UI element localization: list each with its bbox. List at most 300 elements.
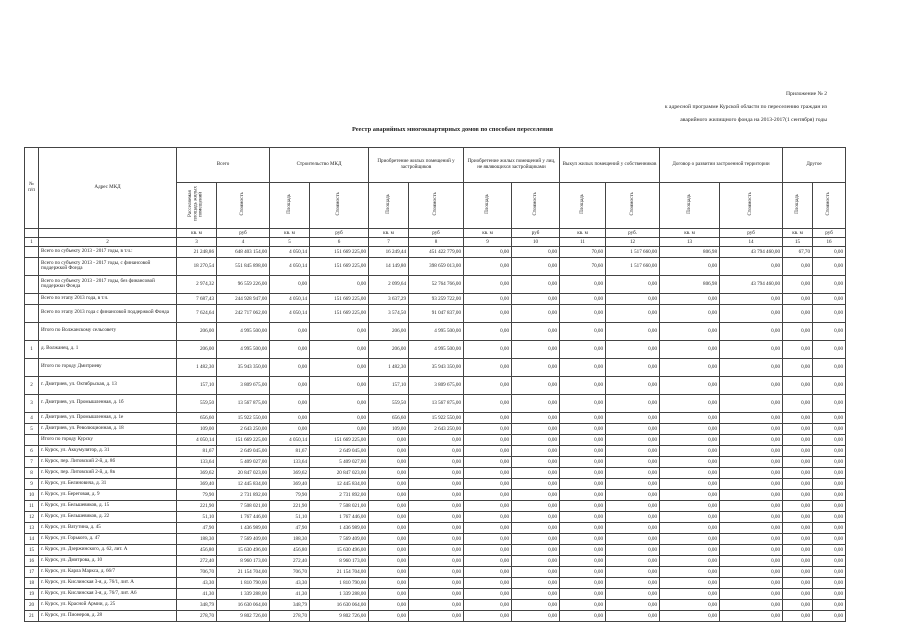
row-address: г. Курск, ул. Пионеров, д. 28 <box>39 610 177 621</box>
value-cell: 0,00 <box>270 423 310 434</box>
value-cell: 451 422 779,00 <box>409 246 464 257</box>
value-cell: 559,50 <box>177 394 217 412</box>
row-number: 19 <box>25 588 39 599</box>
value-cell: 0,00 <box>783 500 813 511</box>
value-cell: 0,00 <box>464 566 512 577</box>
unit-cell: руб. <box>606 228 660 237</box>
value-cell: 18 270,54 <box>177 257 217 275</box>
value-cell: 0,00 <box>512 544 560 555</box>
value-cell: 0,00 <box>310 340 369 358</box>
row-number <box>25 304 39 322</box>
value-cell: 0,00 <box>813 257 846 275</box>
value-cell: 0,00 <box>783 588 813 599</box>
unit-cell: руб <box>512 228 560 237</box>
table-row <box>25 478 846 489</box>
value-cell: 0,00 <box>512 467 560 478</box>
value-cell: 0,00 <box>660 434 720 445</box>
value-cell: 0,00 <box>783 478 813 489</box>
value-cell: 0,00 <box>560 456 606 467</box>
value-cell: 0,00 <box>813 376 846 394</box>
subheader-cost: Стоимость <box>310 183 369 229</box>
row-number <box>25 322 39 340</box>
value-cell: 0,00 <box>560 293 606 304</box>
value-cell: 0,00 <box>783 434 813 445</box>
value-cell: 0,00 <box>813 412 846 423</box>
value-cell: 0,00 <box>720 478 783 489</box>
row-number: 9 <box>25 478 39 489</box>
value-cell: 0,00 <box>660 500 720 511</box>
value-cell: 21 154 704,00 <box>217 566 270 577</box>
row-address: г. Дмитриев, ул. Промышленная, д. 1е <box>39 412 177 423</box>
value-cell: 0,00 <box>813 394 846 412</box>
value-cell: 0,00 <box>409 456 464 467</box>
value-cell: 0,00 <box>512 358 560 376</box>
value-cell: 0,00 <box>660 445 720 456</box>
value-cell: 9 802 726,00 <box>310 610 369 621</box>
value-cell: 0,00 <box>464 304 512 322</box>
value-cell: 0,00 <box>813 544 846 555</box>
row-number: 10 <box>25 489 39 500</box>
value-cell: 0,00 <box>409 489 464 500</box>
value-cell: 0,00 <box>720 322 783 340</box>
value-cell: 0,00 <box>720 588 783 599</box>
value-cell: 0,00 <box>270 376 310 394</box>
row-number: 21 <box>25 610 39 621</box>
value-cell: 43,30 <box>270 577 310 588</box>
value-cell: 0,00 <box>813 500 846 511</box>
value-cell: 0,00 <box>560 566 606 577</box>
table-row <box>25 511 846 522</box>
value-cell: 0,00 <box>464 544 512 555</box>
unit-cell: кв. м <box>783 228 813 237</box>
unit-cell: руб <box>217 228 270 237</box>
value-cell: 0,00 <box>660 304 720 322</box>
row-number: 11 <box>25 500 39 511</box>
value-cell: 0,00 <box>720 293 783 304</box>
value-cell: 0,00 <box>409 610 464 621</box>
table-row <box>25 467 846 478</box>
value-cell: 278,70 <box>177 610 217 621</box>
row-address: г. Курск, пер. Литовский 2-й, д. 8б <box>39 456 177 467</box>
value-cell: 0,00 <box>606 322 660 340</box>
row-number: 16 <box>25 555 39 566</box>
row-address: г. Курск, пер. Литовский 2-й, д. 8в <box>39 467 177 478</box>
value-cell: 0,00 <box>512 489 560 500</box>
value-cell: 0,00 <box>606 456 660 467</box>
value-cell: 806,98 <box>660 275 720 293</box>
value-cell: 0,00 <box>369 577 409 588</box>
table-row <box>25 610 846 621</box>
value-cell: 5 409 027,00 <box>217 456 270 467</box>
value-cell: 0,00 <box>560 610 606 621</box>
value-cell: 79,90 <box>177 489 217 500</box>
value-cell: 2 649 045,00 <box>217 445 270 456</box>
value-cell: 206,00 <box>369 340 409 358</box>
value-cell: 0,00 <box>813 358 846 376</box>
value-cell: 12 445 834,00 <box>310 478 369 489</box>
value-cell: 0,00 <box>813 599 846 610</box>
value-cell: 0,00 <box>270 275 310 293</box>
row-address: г. Курск, ул. Кислинская 3-я, д. 76/7, лит. А6 <box>39 588 177 599</box>
value-cell: 0,00 <box>813 275 846 293</box>
value-cell: 0,00 <box>560 500 606 511</box>
value-cell: 0,00 <box>512 376 560 394</box>
row-number: 17 <box>25 566 39 577</box>
subheader-area: Площадь <box>560 183 606 229</box>
value-cell: 1 517 660,00 <box>606 257 660 275</box>
value-cell: 52 764 766,00 <box>409 275 464 293</box>
column-index: 14 <box>720 237 783 246</box>
value-cell: 0,00 <box>720 412 783 423</box>
table-row <box>25 358 846 376</box>
value-cell: 0,00 <box>369 467 409 478</box>
value-cell: 0,00 <box>660 533 720 544</box>
value-cell: 15 630 496,00 <box>217 544 270 555</box>
units-row <box>25 228 846 237</box>
column-index: 7 <box>369 237 409 246</box>
value-cell: 4 995 500,00 <box>409 340 464 358</box>
value-cell: 0,00 <box>512 340 560 358</box>
value-cell: 559,50 <box>369 394 409 412</box>
document-title: Реестр аварийных многоквартирных домов по способам переселения <box>351 126 553 133</box>
value-cell: 0,00 <box>409 478 464 489</box>
row-address: г. Курск, ул. Красной Армии, д. 25 <box>39 599 177 610</box>
unit-cell: кв. м <box>369 228 409 237</box>
value-cell: 398 659 013,00 <box>409 257 464 275</box>
row-number: 15 <box>25 544 39 555</box>
value-cell: 456,80 <box>177 544 217 555</box>
value-cell: 7 508 021,00 <box>310 500 369 511</box>
unit-cell: кв. м <box>464 228 512 237</box>
value-cell: 0,00 <box>720 467 783 478</box>
value-cell: 81,67 <box>270 445 310 456</box>
header-other: Другое <box>783 148 846 183</box>
value-cell: 0,00 <box>606 275 660 293</box>
value-cell: 0,00 <box>720 445 783 456</box>
value-cell: 0,00 <box>464 434 512 445</box>
header-address: Адрес МКД <box>39 148 177 229</box>
subheader-cost: Стоимость <box>409 183 464 229</box>
value-cell: 0,00 <box>270 412 310 423</box>
value-cell: 0,00 <box>409 434 464 445</box>
value-cell: 0,00 <box>464 358 512 376</box>
value-cell: 369,62 <box>270 467 310 478</box>
header-total: Всего <box>177 148 270 183</box>
value-cell: 0,00 <box>720 394 783 412</box>
value-cell: 0,00 <box>369 555 409 566</box>
value-cell: 0,00 <box>409 445 464 456</box>
column-index: 2 <box>39 237 177 246</box>
subheader-cost: Стоимость <box>217 183 270 229</box>
value-cell: 348,79 <box>177 599 217 610</box>
value-cell: 0,00 <box>783 322 813 340</box>
value-cell: 70,60 <box>560 246 606 257</box>
value-cell: 0,00 <box>464 500 512 511</box>
value-cell: 0,00 <box>606 434 660 445</box>
value-cell: 206,00 <box>177 322 217 340</box>
row-address: Всего по этапу 2013 года с финансовой поддержкой Фонда <box>39 304 177 322</box>
value-cell: 1 339 288,00 <box>217 588 270 599</box>
row-number: 2 <box>25 376 39 394</box>
table-row <box>25 304 846 322</box>
value-cell: 0,00 <box>606 544 660 555</box>
value-cell: 0,00 <box>409 511 464 522</box>
value-cell: 0,00 <box>606 478 660 489</box>
table-row <box>25 577 846 588</box>
value-cell: 0,00 <box>783 376 813 394</box>
row-address: Всего по субъекту 2013 - 2017 годы, без финансовой поддержки Фонда <box>39 275 177 293</box>
value-cell: 0,00 <box>720 577 783 588</box>
value-cell: 706,70 <box>177 566 217 577</box>
value-cell: 41,30 <box>270 588 310 599</box>
value-cell: 0,00 <box>512 478 560 489</box>
value-cell: 0,00 <box>660 322 720 340</box>
value-cell: 551 845 898,00 <box>217 257 270 275</box>
row-address: г. Дмитриев, ул. Промышленная, д. 1б <box>39 394 177 412</box>
value-cell: 0,00 <box>783 522 813 533</box>
value-cell: 0,00 <box>369 599 409 610</box>
value-cell: 157,10 <box>369 376 409 394</box>
value-cell: 0,00 <box>560 304 606 322</box>
value-cell: 0,00 <box>720 544 783 555</box>
header-construction: Строительство МКД <box>270 148 369 183</box>
value-cell: 0,00 <box>409 533 464 544</box>
value-cell: 0,00 <box>813 533 846 544</box>
table-row <box>25 322 846 340</box>
value-cell: 0,00 <box>464 456 512 467</box>
value-cell: 0,00 <box>270 394 310 412</box>
value-cell: 221,90 <box>177 500 217 511</box>
value-cell: 79,90 <box>270 489 310 500</box>
table-row <box>25 293 846 304</box>
value-cell: 272,40 <box>177 555 217 566</box>
value-cell: 1 810 790,00 <box>217 577 270 588</box>
value-cell: 0,00 <box>560 588 606 599</box>
value-cell: 0,00 <box>783 275 813 293</box>
appendix-program: к адресной программе Курской области по переселению граждан из <box>664 104 827 110</box>
value-cell: 0,00 <box>512 394 560 412</box>
value-cell: 81,67 <box>177 445 217 456</box>
value-cell: 0,00 <box>660 412 720 423</box>
value-cell: 35 943 350,00 <box>217 358 270 376</box>
value-cell: 0,00 <box>660 489 720 500</box>
row-number: 4 <box>25 412 39 423</box>
value-cell: 0,00 <box>720 500 783 511</box>
value-cell: 109,00 <box>177 423 217 434</box>
value-cell: 0,00 <box>660 566 720 577</box>
value-cell: 0,00 <box>783 394 813 412</box>
subheader-resettled-area: Расселяемая площадь жилых помещений <box>177 183 217 229</box>
value-cell: 0,00 <box>560 489 606 500</box>
value-cell: 0,00 <box>720 423 783 434</box>
value-cell: 0,00 <box>783 577 813 588</box>
row-address: г. Курск, ул. Аккумулятор, д. 31 <box>39 445 177 456</box>
value-cell: 0,00 <box>813 610 846 621</box>
value-cell: 0,00 <box>560 445 606 456</box>
value-cell: 0,00 <box>606 522 660 533</box>
value-cell: 456,80 <box>270 544 310 555</box>
value-cell: 43 794 460,00 <box>720 275 783 293</box>
value-cell: 0,00 <box>720 533 783 544</box>
row-address: г. Дмитриев, ул. Революционная, д. 18 <box>39 423 177 434</box>
value-cell: 0,00 <box>464 555 512 566</box>
value-cell: 2 643 250,00 <box>409 423 464 434</box>
row-address: Всего по субъекту 2013 - 2017 годы, в т.ч.: <box>39 246 177 257</box>
value-cell: 0,00 <box>720 340 783 358</box>
column-index: 6 <box>310 237 369 246</box>
value-cell: 0,00 <box>464 511 512 522</box>
value-cell: 0,00 <box>560 577 606 588</box>
value-cell: 0,00 <box>512 577 560 588</box>
value-cell: 278,70 <box>270 610 310 621</box>
value-cell: 0,00 <box>783 456 813 467</box>
unit-cell: руб <box>310 228 369 237</box>
value-cell: 0,00 <box>512 445 560 456</box>
value-cell: 0,00 <box>560 533 606 544</box>
value-cell: 0,00 <box>660 577 720 588</box>
value-cell: 0,00 <box>512 522 560 533</box>
value-cell: 0,00 <box>464 445 512 456</box>
registry-table <box>24 147 846 622</box>
header-row-groups <box>25 148 846 183</box>
value-cell: 4 050,14 <box>270 434 310 445</box>
unit-cell: кв. м <box>177 228 217 237</box>
value-cell: 0,00 <box>783 610 813 621</box>
value-cell: 0,00 <box>512 610 560 621</box>
table-row <box>25 599 846 610</box>
row-number: 6 <box>25 445 39 456</box>
value-cell: 0,00 <box>606 500 660 511</box>
value-cell: 0,00 <box>512 257 560 275</box>
value-cell: 0,00 <box>813 555 846 566</box>
row-number <box>25 434 39 445</box>
value-cell: 0,00 <box>606 588 660 599</box>
value-cell: 0,00 <box>369 478 409 489</box>
unit-cell: кв. м <box>560 228 606 237</box>
value-cell: 0,00 <box>409 544 464 555</box>
value-cell: 706,70 <box>270 566 310 577</box>
value-cell: 35 943 350,00 <box>409 358 464 376</box>
value-cell: 0,00 <box>464 588 512 599</box>
value-cell: 0,00 <box>813 246 846 257</box>
value-cell: 1 810 790,00 <box>310 577 369 588</box>
value-cell: 0,00 <box>464 322 512 340</box>
value-cell: 656,60 <box>177 412 217 423</box>
row-number: 1 <box>25 340 39 358</box>
value-cell: 0,00 <box>270 358 310 376</box>
header-development: Договор о развитии застроенной территории <box>660 148 783 183</box>
value-cell: 0,00 <box>560 412 606 423</box>
value-cell: 0,00 <box>310 376 369 394</box>
table-row <box>25 588 846 599</box>
value-cell: 151 669 225,00 <box>217 434 270 445</box>
header-number: № п/п <box>25 148 39 229</box>
value-cell: 0,00 <box>660 257 720 275</box>
value-cell: 0,00 <box>464 533 512 544</box>
value-cell: 0,00 <box>560 599 606 610</box>
value-cell: 348,79 <box>270 599 310 610</box>
value-cell: 0,00 <box>512 293 560 304</box>
value-cell: 0,00 <box>512 304 560 322</box>
value-cell: 656,60 <box>369 412 409 423</box>
unit-cell: руб <box>720 228 783 237</box>
value-cell: 3 809 675,00 <box>217 376 270 394</box>
value-cell: 3 809 675,00 <box>409 376 464 394</box>
value-cell: 20 847 023,00 <box>310 467 369 478</box>
row-address: г. Курск, ул. Кислинская 3-я, д. 76/1, лит. А <box>39 577 177 588</box>
value-cell: 9 802 726,00 <box>217 610 270 621</box>
value-cell: 0,00 <box>369 489 409 500</box>
table-row <box>25 246 846 257</box>
value-cell: 806,98 <box>660 246 720 257</box>
value-cell: 0,00 <box>813 566 846 577</box>
value-cell: 7 569 409,00 <box>217 533 270 544</box>
subheader-area: Площадь <box>464 183 512 229</box>
value-cell: 0,00 <box>560 511 606 522</box>
value-cell: 0,00 <box>606 467 660 478</box>
value-cell: 0,00 <box>464 376 512 394</box>
value-cell: 41,30 <box>177 588 217 599</box>
value-cell: 0,00 <box>464 467 512 478</box>
row-address: г. Дмитриев, ул. Октябрьская, д. 13 <box>39 376 177 394</box>
value-cell: 0,00 <box>783 358 813 376</box>
value-cell: 0,00 <box>660 522 720 533</box>
value-cell: 0,00 <box>720 522 783 533</box>
value-cell: 12 445 834,00 <box>217 478 270 489</box>
value-cell: 7 508 021,00 <box>217 500 270 511</box>
value-cell: 0,00 <box>783 293 813 304</box>
table-row <box>25 555 846 566</box>
column-index: 9 <box>464 237 512 246</box>
value-cell: 0,00 <box>813 434 846 445</box>
value-cell: 7 624,64 <box>177 304 217 322</box>
value-cell: 13 567 875,00 <box>217 394 270 412</box>
table-row <box>25 394 846 412</box>
table-row <box>25 544 846 555</box>
column-index: 1 <box>25 237 39 246</box>
value-cell: 0,00 <box>783 445 813 456</box>
table-row <box>25 566 846 577</box>
value-cell: 0,00 <box>783 511 813 522</box>
value-cell: 2 643 250,00 <box>217 423 270 434</box>
column-index: 16 <box>813 237 846 246</box>
column-index: 12 <box>606 237 660 246</box>
row-number <box>25 246 39 257</box>
row-number: 8 <box>25 467 39 478</box>
table-row <box>25 423 846 434</box>
row-number <box>25 275 39 293</box>
value-cell: 0,00 <box>660 610 720 621</box>
value-cell: 0,00 <box>560 467 606 478</box>
value-cell: 206,00 <box>369 322 409 340</box>
value-cell: 369,62 <box>177 467 217 478</box>
value-cell: 4 050,14 <box>177 434 217 445</box>
value-cell: 93 259 722,00 <box>409 293 464 304</box>
value-cell: 1 339 288,00 <box>310 588 369 599</box>
column-index: 8 <box>409 237 464 246</box>
value-cell: 16 249,44 <box>369 246 409 257</box>
value-cell: 0,00 <box>560 522 606 533</box>
value-cell: 0,00 <box>464 293 512 304</box>
registry-body <box>25 246 846 621</box>
value-cell: 51,10 <box>270 511 310 522</box>
value-cell: 0,00 <box>512 246 560 257</box>
value-cell: 0,00 <box>512 555 560 566</box>
row-address: г. Курск, ул. Бельшевиков, д. 22 <box>39 511 177 522</box>
value-cell: 14 149,80 <box>369 257 409 275</box>
value-cell: 2 731 892,00 <box>310 489 369 500</box>
table-row <box>25 456 846 467</box>
